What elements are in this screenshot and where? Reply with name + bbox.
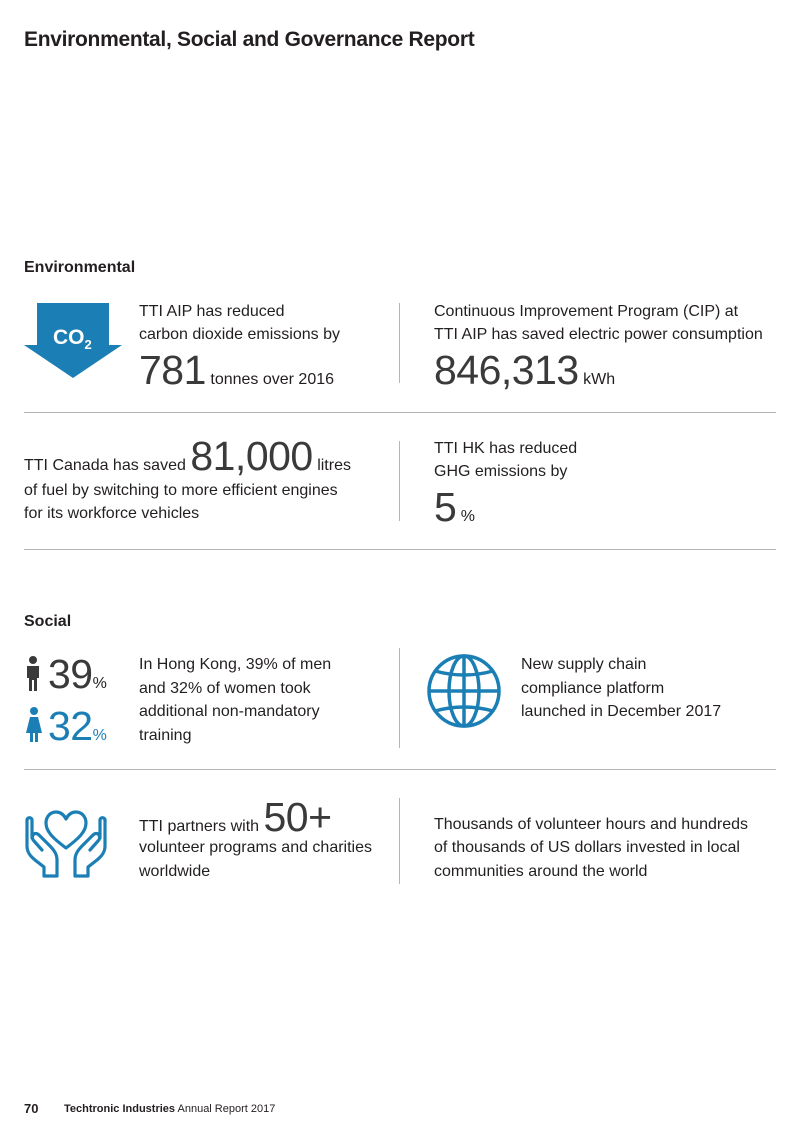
cip-text-line2: TTI AIP has saved electric power consumption <box>434 326 763 343</box>
hk-stat <box>434 484 475 530</box>
hk-text-line2: GHG emissions by <box>434 463 568 480</box>
cip-value: 846,313 <box>434 347 579 393</box>
hands-heart-icon <box>24 810 108 878</box>
canada-unit: litres <box>317 457 351 474</box>
women-unit: % <box>92 727 107 744</box>
training-text-line1: In Hong Kong, 39% of men <box>139 656 332 673</box>
partners-text-line2: volunteer programs and charities <box>139 839 373 856</box>
canada-stat <box>24 433 351 479</box>
aip-stat <box>139 347 335 393</box>
canada-text-line2: of fuel by switching to more efficient engines <box>24 482 338 499</box>
hk-value: 5 <box>434 484 457 530</box>
volunteer-text-line2: of thousands of US dollars invested in local <box>434 839 740 856</box>
training-text-line2: and 32% of women took <box>139 680 311 697</box>
divider-horizontal <box>24 549 776 550</box>
page-number: 70 <box>24 1101 39 1116</box>
canada-prefix: TTI Canada has saved <box>24 457 186 474</box>
women-stat <box>48 703 107 749</box>
footer-company: Techtronic Industries <box>64 1103 176 1115</box>
men-value: 39 <box>48 651 93 697</box>
supply-text-line3: launched in December 2017 <box>521 703 722 720</box>
divider-vertical <box>399 798 400 884</box>
partners-text-line3: worldwide <box>139 863 211 880</box>
volunteer-text-line3: communities around the world <box>434 863 648 880</box>
volunteer-text-line1: Thousands of volunteer hours and hundreds <box>434 816 748 833</box>
training-text-line3: additional non-mandatory <box>139 703 320 720</box>
globe-icon <box>426 653 502 729</box>
footer-text <box>64 1103 275 1115</box>
footer-report: Annual Report 2017 <box>177 1103 276 1115</box>
aip-text-line1: TTI AIP has reduced <box>139 303 285 320</box>
partners-value: 50+ <box>263 794 332 840</box>
divider-vertical <box>399 303 400 383</box>
divider-horizontal <box>24 769 776 770</box>
partners-stat <box>139 794 332 840</box>
supply-text-line2: compliance platform <box>521 680 665 697</box>
aip-unit: tonnes over 2016 <box>210 371 335 388</box>
partners-prefix: TTI partners with <box>139 818 260 835</box>
social-heading: Social <box>24 613 72 630</box>
environmental-heading: Environmental <box>24 259 136 276</box>
page-title: Environmental, Social and Governance Report <box>24 28 475 51</box>
canada-value: 81,000 <box>190 433 313 479</box>
aip-text-line2: carbon dioxide emissions by <box>139 326 340 343</box>
divider-vertical <box>399 648 400 748</box>
women-value: 32 <box>48 703 93 749</box>
divider-horizontal <box>24 412 776 413</box>
cip-text-line1: Continuous Improvement Program (CIP) at <box>434 303 739 320</box>
hk-unit: % <box>460 508 475 525</box>
training-text-line4: training <box>139 727 192 744</box>
co2-label: $CO_2$ <box>53 326 92 352</box>
aip-value: 781 <box>139 347 206 393</box>
supply-text-line1: New supply chain <box>521 656 647 673</box>
cip-stat <box>434 347 616 393</box>
woman-icon <box>25 707 43 743</box>
man-icon <box>25 656 41 692</box>
canada-text-line3: for its workforce vehicles <box>24 505 200 522</box>
cip-unit: kWh <box>583 371 616 388</box>
co2-arrow-icon <box>23 303 123 379</box>
men-unit: % <box>92 675 107 692</box>
men-stat <box>48 651 107 697</box>
divider-vertical <box>399 441 400 521</box>
hk-text-line1: TTI HK has reduced <box>434 440 578 457</box>
